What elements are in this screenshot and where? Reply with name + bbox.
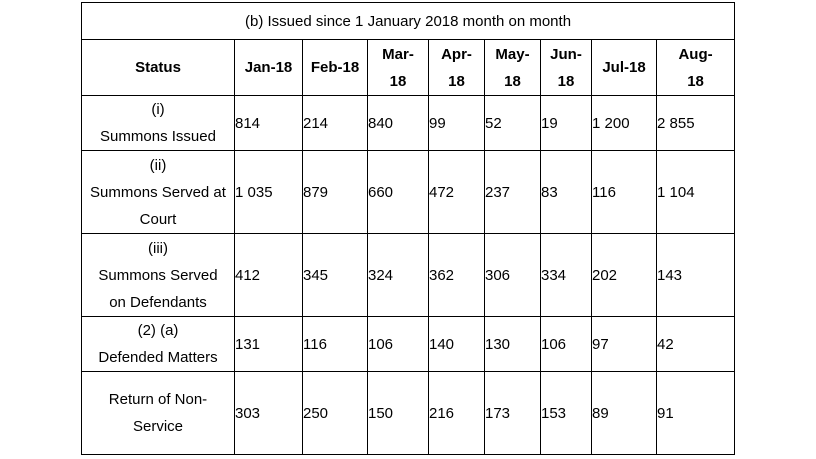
value-cell: 362 <box>429 234 485 317</box>
month-label-top: Jan-18 <box>244 59 293 76</box>
value-cell: 814 <box>235 96 303 151</box>
value-cell: 131 <box>235 317 303 372</box>
row-status-cell <box>82 96 235 151</box>
table-row <box>82 151 735 234</box>
value-cell: 83 <box>541 151 592 234</box>
value-cell: 2 855 <box>657 96 735 151</box>
value-cell: 1 035 <box>235 151 303 234</box>
value-cell: 116 <box>592 151 657 234</box>
table-row <box>82 372 735 455</box>
value-cell: 97 <box>592 317 657 372</box>
status-line: Summons Served <box>98 266 218 284</box>
status-line: Return of Non- <box>108 391 208 408</box>
value-cell: 130 <box>485 317 541 372</box>
value-cell: 173 <box>485 372 541 455</box>
status-line: (iii) <box>148 239 168 257</box>
column-header-month <box>541 40 592 96</box>
value-cell: 91 <box>657 372 735 455</box>
month-label-top: Aug- <box>678 45 713 63</box>
value-cell: 42 <box>657 317 735 372</box>
value-cell: 1 104 <box>657 151 735 234</box>
column-header-month <box>235 40 303 96</box>
month-label-bottom: 18 <box>687 72 704 90</box>
status-line: Defended Matters <box>98 349 218 366</box>
row-status-cell <box>82 151 235 234</box>
month-label-top: Mar- <box>382 45 414 63</box>
status-line: Court <box>139 210 177 228</box>
value-cell: 303 <box>235 372 303 455</box>
row-status-cell <box>82 317 235 372</box>
status-line: on Defendants <box>109 293 207 311</box>
status-line: (2) (a) <box>137 322 179 339</box>
month-label-bottom: 18 <box>389 72 407 90</box>
value-cell: 412 <box>235 234 303 317</box>
value-cell: 99 <box>429 96 485 151</box>
month-label-bottom: 18 <box>448 72 465 90</box>
status-line: (ii) <box>149 156 167 174</box>
value-cell: 237 <box>485 151 541 234</box>
value-cell: 140 <box>429 317 485 372</box>
value-cell: 89 <box>592 372 657 455</box>
month-label-top: Apr- <box>441 45 472 63</box>
status-line: Summons Issued <box>100 128 216 145</box>
table-row <box>82 317 735 372</box>
month-label-top: Jul-18 <box>602 59 646 76</box>
value-cell: 214 <box>303 96 368 151</box>
table-row <box>82 234 735 317</box>
header-row <box>82 40 735 96</box>
column-header-status: Status <box>82 40 235 96</box>
value-cell: 106 <box>368 317 429 372</box>
value-cell: 840 <box>368 96 429 151</box>
month-label-top: May- <box>495 45 530 63</box>
summons-table <box>81 2 735 455</box>
value-cell: 202 <box>592 234 657 317</box>
value-cell: 1 200 <box>592 96 657 151</box>
value-cell: 324 <box>368 234 429 317</box>
column-header-month <box>429 40 485 96</box>
value-cell: 334 <box>541 234 592 317</box>
value-cell: 19 <box>541 96 592 151</box>
value-cell: 153 <box>541 372 592 455</box>
value-cell: 660 <box>368 151 429 234</box>
column-header-month <box>657 40 735 96</box>
table-row <box>82 96 735 151</box>
row-status-cell <box>82 372 235 455</box>
value-cell: 216 <box>429 372 485 455</box>
column-header-month <box>368 40 429 96</box>
column-header-month <box>485 40 541 96</box>
value-cell: 52 <box>485 96 541 151</box>
status-line: Service <box>132 418 184 435</box>
month-label-bottom: 18 <box>557 72 575 90</box>
value-cell: 472 <box>429 151 485 234</box>
table-caption: (b) Issued since 1 January 2018 month on month <box>82 3 735 40</box>
status-line: Summons Served at <box>90 183 226 201</box>
value-cell: 250 <box>303 372 368 455</box>
value-cell: 306 <box>485 234 541 317</box>
column-header-month <box>592 40 657 96</box>
month-label-top: Feb-18 <box>310 59 360 76</box>
month-label-top: Jun- <box>550 45 582 63</box>
value-cell: 879 <box>303 151 368 234</box>
value-cell: 116 <box>303 317 368 372</box>
value-cell: 150 <box>368 372 429 455</box>
value-cell: 106 <box>541 317 592 372</box>
value-cell: 345 <box>303 234 368 317</box>
value-cell: 143 <box>657 234 735 317</box>
status-line: (i) <box>151 101 165 118</box>
row-status-cell <box>82 234 235 317</box>
month-label-bottom: 18 <box>504 72 521 90</box>
column-header-month <box>303 40 368 96</box>
